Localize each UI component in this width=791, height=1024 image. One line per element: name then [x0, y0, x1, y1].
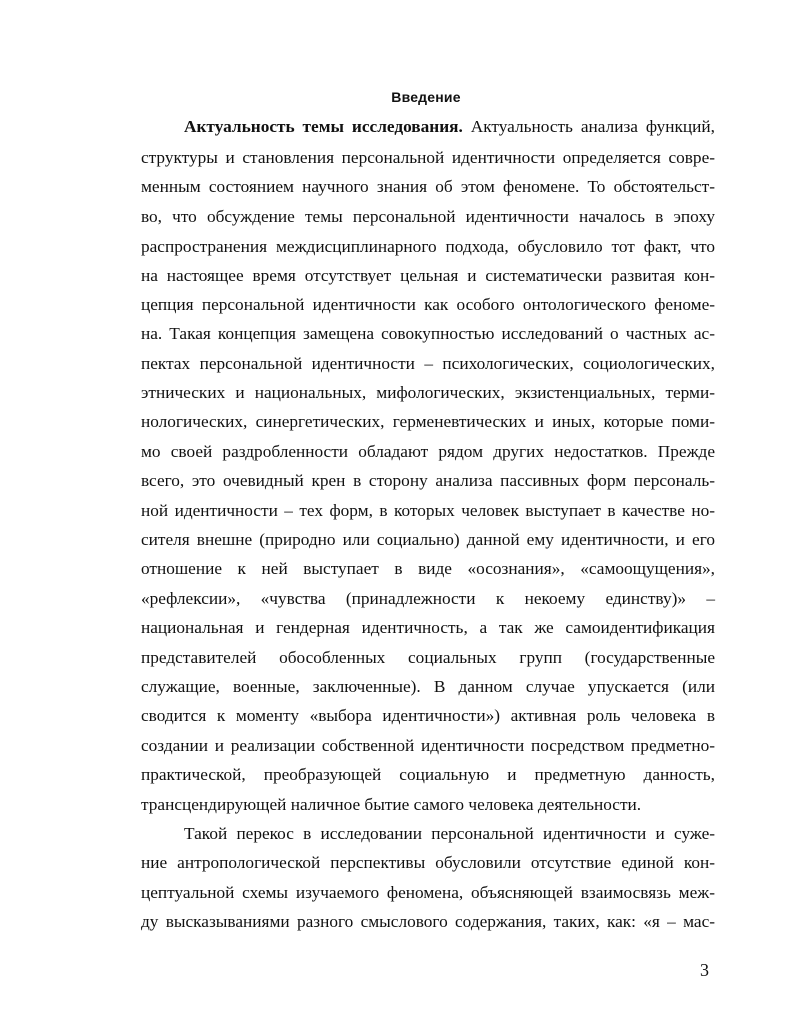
paragraph-line: практической, преобразующей социальную и предметную данность,: [141, 765, 715, 784]
paragraph-line: трансцендирующей наличное бытие самого человека деятельности.: [141, 795, 642, 814]
paragraph-line: менным состоянием научного знания об этом феномене. То обстоятельст-: [141, 177, 715, 196]
paragraph-line: сводится к моменту «выбора идентичности») активная роль человека в: [141, 706, 715, 725]
line-text: Актуальность анализа функций,: [462, 117, 715, 136]
paragraph-line: создании и реализации собственной идентичности посредством предметно-: [141, 736, 715, 755]
page-number: 3: [700, 960, 709, 980]
paragraph-line: всего, это очевидный крен в сторону анализа пассивных форм персональ-: [141, 471, 715, 490]
paragraph-line: нологических, синергетических, герменевтических и иных, которые поми-: [141, 412, 715, 431]
paragraph-line: на. Такая концепция замещена совокупностью исследований о частных ас-: [141, 324, 715, 343]
paragraph-line: на настоящее время отсутствует цельная и систематически развитая кон-: [141, 266, 715, 285]
paragraph-line: структуры и становления персональной идентичности определяется совре-: [141, 148, 715, 167]
paragraph-line: пектах персональной идентичности – психологических, социологических,: [141, 354, 715, 373]
paragraph-line: сителя внешне (природно или социально) данной ему идентичности, и его: [141, 530, 715, 549]
paragraph-line: представителей обособленных социальных групп (государственные: [141, 648, 715, 667]
paragraph-line: [184, 117, 715, 137]
section-heading: Введение: [391, 89, 461, 105]
paragraph-line: ду высказываниями разного смыслового содержания, таких, как: «я – мас-: [141, 912, 715, 931]
lead-phrase: Актуальность темы исследования.: [184, 117, 463, 136]
paragraph-line: национальная и гендерная идентичность, а так же самоидентификация: [141, 618, 715, 637]
paragraph-line: ние антропологической перспективы обусловили отсутствие единой кон-: [141, 853, 715, 872]
paragraph-line: отношение к ней выступает в виде «осознания», «самоощущения»,: [141, 559, 715, 578]
paragraph-line: распространения междисциплинарного подхода, обусловило тот факт, что: [141, 237, 715, 256]
paragraph-line: ной идентичности – тех форм, в которых человек выступает в качестве но-: [141, 501, 715, 520]
paragraph-line: цептуальной схемы изучаемого феномена, объясняющей взаимосвязь меж-: [141, 883, 715, 902]
paragraph-line: «рефлексии», «чувства (принадлежности к некоему единству)» –: [141, 589, 715, 608]
paragraph-line: во, что обсуждение темы персональной идентичности началось в эпоху: [141, 207, 715, 226]
paragraph-line: мо своей раздробленности обладают рядом других недостатков. Прежде: [141, 442, 715, 461]
paragraph-line: Такой перекос в исследовании персональной идентичности и суже-: [184, 824, 715, 843]
paragraph-line: служащие, военные, заключенные). В данном случае упускается (или: [141, 677, 715, 696]
paragraph-line: этнических и национальных, мифологических, экзистенциальных, терми-: [141, 383, 715, 402]
paragraph-line: цепция персональной идентичности как особого онтологического феноме-: [141, 295, 715, 314]
